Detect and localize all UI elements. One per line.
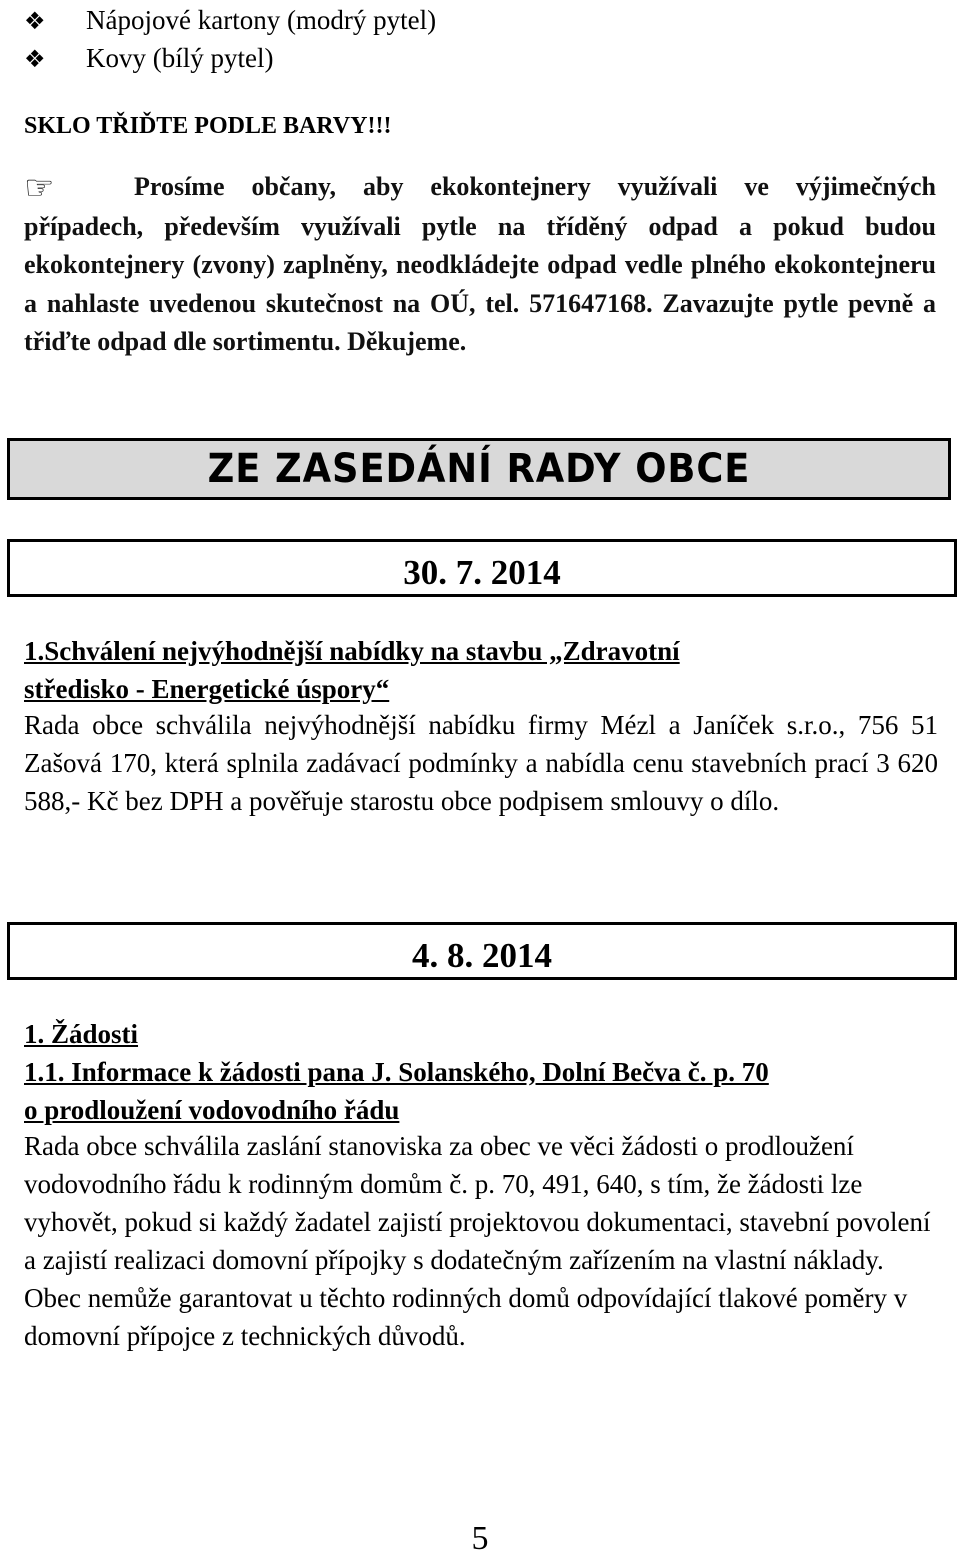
list-item [24,4,436,37]
item-heading: 1.Schválení nejvýhodnější nabídky na stavbu „Zdravotní [24,636,680,666]
diamond-bullet-icon: ❖ [24,7,46,35]
page-number: 5 [471,1520,489,1557]
item-text: Rada obce schválila nejvýhodnější nabídku firmy Mézl a Janíček s.r.o., 756 51 Zašová 170, která splnila zadávací podmínky a nabídla cenu stavebních prací 3 620 588,- Kč bez DPH a pověřuje starostu obce podpisem smlouvy o dílo. [24,710,938,816]
item-heading-continued: o prodloužení vodovodního řádu [24,1095,400,1125]
item-heading: 1.1. Informace k žádosti pana J. Solanského, Dolní Bečva č. p. 70 [24,1057,769,1087]
list-item [24,42,273,75]
section-banner [7,438,951,500]
meeting-date-box [7,539,957,597]
item-text: Rada obce schválila zaslání stanoviska za obec ve věci žádosti o prodloužení vodovodního řádu k rodinným domům č. p. 70, 491, 640, s tím, že žádosti lze vyhovět, pokud si každý žadatel zajistí projektovou dokumentaci, stavební povolení a zajistí realizaci domovní přípojky s dodatečným zařízením na vlastní náklady. Obec nemůže garantovat u těchto rodinných domů odpovídající tlakové poměry v domovní přípojce z technických důvodů. [24,1131,931,1351]
meeting-date: 30. 7. 2014 [403,553,561,592]
item-heading-continued: středisko - Energetické úspory“ [24,674,390,704]
bullet-text: Nápojové kartony (modrý pytel) [86,5,437,35]
meeting-date: 4. 8. 2014 [412,936,552,975]
notice-paragraph [24,168,936,362]
notice-text: Prosíme občany, aby ekokontejnery využívali ve výjimečných případech, především využívali pytle na tříděný odpad a pokud budou ekokontejnery (zvony) zaplněny, neodkládejte odpad vedle plného ekokontejneru a nahlaste uvedenou skutečnost na OÚ, tel. 571647168. Zavazujte pytle pevně a třiďte odpad dle sortimentu. Děkujeme. [24,172,936,356]
bullet-text: Kovy (bílý pytel) [86,43,274,73]
banner-title: ZE ZASEDÁNÍ RADY OBCE [207,446,751,492]
pointing-hand-icon: ☞ [24,168,55,208]
diamond-bullet-icon: ❖ [24,45,46,73]
meeting-date-box [7,922,957,980]
section-heading: 1. Žádosti [24,1019,139,1049]
glass-note: SKLO TŘIĎTE PODLE BARVY!!! [24,113,392,139]
